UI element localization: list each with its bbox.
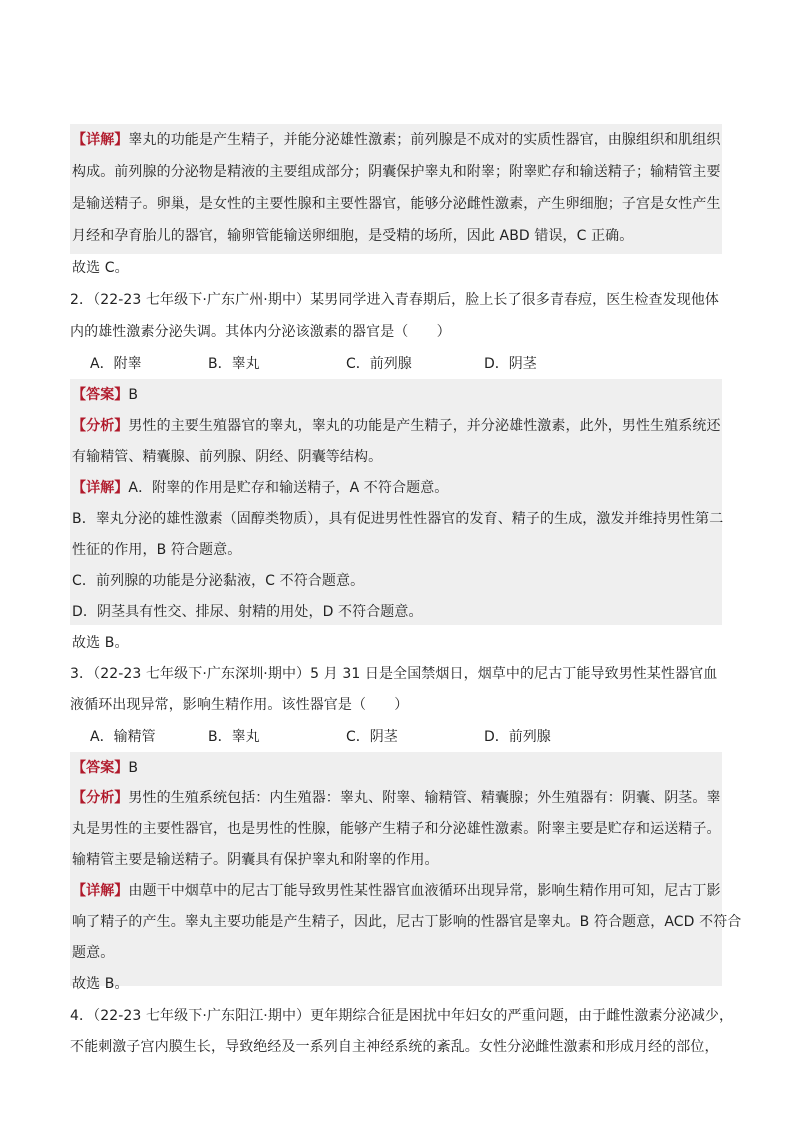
option-c: C．阴茎 [346,729,398,745]
conclusion: 故选 C。 [72,260,129,276]
detail-tag: 【详解】 [72,480,129,496]
analysis-line: 【分析】男性的主要生殖器官的睾丸，睾丸的功能是产生精子，并分泌雄性激素，此外，男性生殖系统还 [72,418,721,434]
question-4-line: 不能刺激子宫内膜生长，导致绝经及一系列自主神经系统的紊乱。女性分泌雌性激素和形成月经的部位， [70,1039,719,1055]
answer-tag: 【答案】 [72,387,129,403]
option-d: D．前列腺 [484,729,551,745]
analysis-line: 有输精管、精囊腺、前列腺、阴经、阴囊等结构。 [72,449,383,465]
detail-line: D．阴茎具有性交、排尿、射精的用处，D 不符合题意。 [72,604,423,620]
question-2-line: 2．（22-23 七年级下·广东广州·期中）某男同学进入青春期后，脸上长了很多青春痘，医生检查发现他体 [70,292,720,308]
question-4-line: 4．（22-23 七年级下·广东阳江·期中）更年期综合征是困扰中年妇女的严重问题，由于雌性激素分泌减少， [70,1008,734,1024]
detail-line: 响了精子的产生。睾丸主要功能是产生精子，因此，尼古丁影响的性器官是睾丸。B 符合题意，ACD 不符合 [72,914,742,930]
detail-line: 构成。前列腺的分泌物是精液的主要组成部分；阴囊保护睾丸和附睾；附睾贮存和输送精子；输精管主要 [72,164,721,180]
detail-tag: 【详解】 [72,132,129,148]
option-a: A．附睾 [90,356,142,372]
option-d: D．阴茎 [484,356,537,372]
question-3-line: 3．（22-23 七年级下·广东深圳·期中）5 月 31 日是全国禁烟日，烟草中的尼古丁能导致男性某性器官血 [70,666,718,682]
analysis-tag: 【分析】 [72,418,129,434]
detail-line: 【详解】睾丸的功能是产生精子，并能分泌雄性激素；前列腺是不成对的实质性器官，由腺组织和肌组织 [72,132,721,148]
detail-line: 月经和孕育胎儿的器官，输卵管能输送卵细胞，是受精的场所，因此 ABD 错误，C 正确。 [72,228,634,244]
question-3-line: 液循环出现异常，影响生精作用。该性器官是（ ） [70,697,409,713]
answer-tag: 【答案】 [72,760,129,776]
option-a: A．输精管 [90,729,156,745]
analysis-line: 输精管主要是输送精子。阴囊具有保护睾丸和附睾的作用。 [72,852,439,868]
detail-line: 性征的作用，B 符合题意。 [72,542,242,558]
analysis-line: 【分析】男性的生殖系统包括：内生殖器：睾丸、附睾、输精管、精囊腺；外生殖器有：阴囊、阴茎。睾 [72,790,721,806]
answer-value: B [128,387,139,403]
analysis-line: 丸是男性的主要性器官，也是男性的性腺，能够产生精子和分泌雄性激素。附睾主要是贮存和运送精子。 [72,821,721,837]
question-2-line: 内的雄性激素分泌失调。其体内分泌该激素的器官是（ ） [70,324,451,340]
answer-line [72,385,722,405]
detail-line: B．睾丸分泌的雄性激素（固醇类物质），具有促进男性性器官的发育、精子的生成，激发并维持男性第二 [72,511,724,527]
answer-value: B [128,760,139,776]
analysis-tag: 【分析】 [72,790,129,806]
conclusion: 故选 B。 [72,635,129,651]
option-b: B．睾丸 [208,729,260,745]
detail-line: 【详解】A．附睾的作用是贮存和输送精子，A 不符合题意。 [72,480,449,496]
detail-tag: 【详解】 [72,883,129,899]
detail-line: 【详解】由题干中烟草中的尼古丁能导致男性某性器官血液循环出现异常，影响生精作用可知，尼古丁影 [72,883,721,899]
conclusion: 故选 B。 [72,976,129,992]
answer-line [72,758,722,778]
detail-line: 题意。 [72,945,115,961]
detail-line: C．前列腺的功能是分泌黏液，C 不符合题意。 [72,573,365,589]
option-b: B．睾丸 [208,356,260,372]
option-c: C．前列腺 [346,356,412,372]
detail-line: 是输送精子。卵巢，是女性的主要性腺和主要性器官，能够分泌雌性激素，产生卵细胞；子宫是女性产生 [72,196,721,212]
